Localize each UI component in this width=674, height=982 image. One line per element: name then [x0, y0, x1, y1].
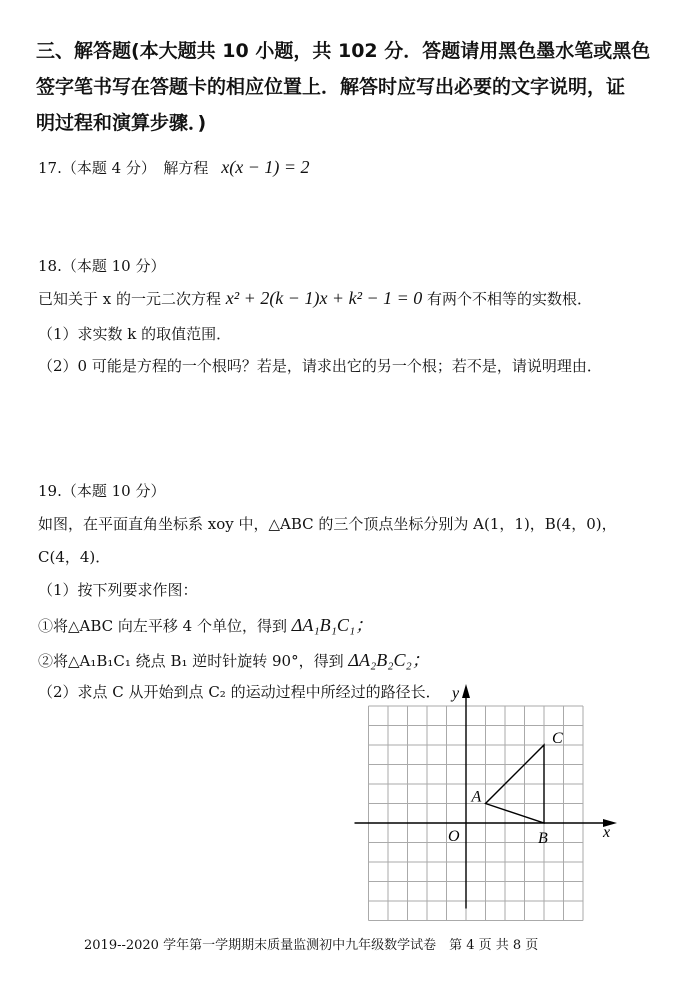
q18-header: 18.（本题 10 分） [38, 257, 166, 275]
q19-part1: （1）按下列要求作图： [38, 581, 198, 599]
q19-stem2: C(4，4)． [38, 548, 111, 566]
point-label-c: C [552, 730, 563, 747]
q17-prefix: 17.（本题 4 分） 解方程 [38, 159, 209, 177]
q19-part2: （2）求点 C 从开始到点 C₂ 的运动过程中所经过的路径长． [38, 683, 441, 701]
point-label-a: A [471, 788, 482, 806]
y-axis-label: y [452, 685, 460, 702]
q18-part1: （1）求实数 k 的取值范围． [38, 325, 232, 343]
q19-header: 19.（本题 10 分） [38, 482, 166, 500]
grid [369, 706, 584, 921]
q19-step1-triangle: ΔA₁B₁C₁； [291, 615, 374, 635]
q17-equation: x(x − 1) = 2 [221, 157, 310, 177]
section-heading-line3: 明过程和演算步骤．) [36, 112, 207, 134]
q19-stem1: 如图，在平面直角坐标系 xoy 中，△ABC 的三个顶点坐标分别为 A(1，1)，B(4，0)， [38, 515, 617, 533]
page-footer: 2019--2020 学年第一学期期末质量监测初中九年级数学试卷 第 4 页 共 8 页 [84, 938, 539, 953]
section-heading-line1: 三、解答题(本大题共 10 小题，共 102 分．答题请用黑色墨水笔或黑色 [36, 40, 651, 62]
y-axis-arrow [462, 684, 470, 698]
x-axis-label: x [603, 824, 611, 841]
q18-part2: （2）0 可能是方程的一个根吗？若是，请求出它的另一个根；若不是，请说明理由． [38, 357, 602, 375]
origin-label: O [448, 828, 460, 845]
q19-step1-text: ①将△ABC 向左平移 4 个单位，得到 [38, 617, 287, 635]
point-label-b: B [538, 830, 548, 847]
section-heading-line2: 签字笔书写在答题卡的相应位置上．解答时应写出必要的文字说明，证 [36, 76, 626, 98]
q18-stem-a: 已知关于 x 的一元二次方程 [38, 290, 221, 308]
q19-step2-text: ②将△A₁B₁C₁ 绕点 B₁ 逆时针旋转 90°，得到 [38, 652, 344, 670]
q18-equation: x² + 2(k − 1)x + k² − 1 = 0 [225, 288, 423, 308]
q19-step2-triangle: ΔA₂B₂C₂； [348, 650, 430, 670]
q18-stem-b: 有两个不相等的实数根． [427, 290, 593, 308]
